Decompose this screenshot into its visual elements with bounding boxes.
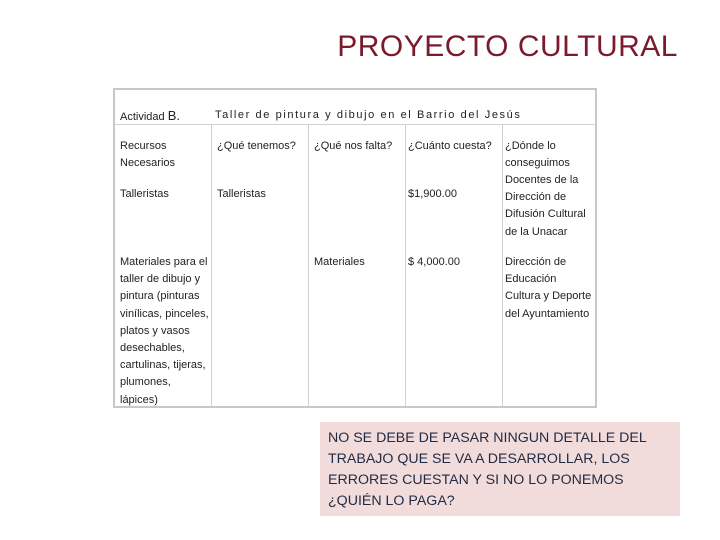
row2-resource-line: vinílicas, pinceles, [120, 307, 209, 320]
header-have: ¿Qué tenemos? [217, 140, 296, 152]
header-where-line: ¿Dónde lo [505, 140, 556, 152]
row2-resource-line: desechables, [120, 342, 185, 355]
row1-where-line: Dirección de [505, 191, 567, 204]
row2-resource-line: platos y vasos [120, 324, 190, 337]
table-divider [405, 124, 406, 406]
row2-resource-line: taller de dibujo y [120, 273, 201, 286]
row1-cost: $1,900.00 [408, 188, 457, 200]
row1-where-line: de la Unacar [505, 225, 568, 238]
activity-name: Taller de pintura y dibujo en el Barrio del Jesús [215, 109, 522, 121]
activity-label-cell [120, 107, 180, 126]
row2-resource-line: pintura (pinturas [120, 290, 200, 303]
header-cost: ¿Cuánto cuesta? [408, 140, 492, 152]
row1-where-line: Docentes de la [505, 174, 579, 186]
header-resources-line: Recursos [120, 140, 167, 152]
header-resources-line: Necesarios [120, 157, 176, 170]
note-line: ¿QUIÉN LO PAGA? [328, 493, 455, 509]
note-line: ERRORES CUESTAN Y SI NO LO PONEMOS [328, 472, 624, 488]
row2-resource-line: cartulinas, tijeras, [120, 359, 206, 372]
table-divider [211, 124, 212, 406]
resources-table [113, 88, 597, 408]
row2-missing: Materiales [314, 256, 365, 268]
row1-where [505, 172, 586, 241]
warning-note [320, 422, 680, 516]
row2-cost: $ 4,000.00 [408, 256, 460, 268]
row1-where-line: Difusión Cultural [505, 208, 586, 221]
header-missing: ¿Qué nos falta? [314, 140, 393, 152]
row2-where-line: Dirección de [505, 256, 567, 268]
table-divider [502, 124, 503, 406]
note-line: NO SE DEBE DE PASAR NINGUN DETALLE DEL [328, 430, 647, 446]
table-divider [308, 124, 309, 406]
row2-resource-line: Materiales para el [120, 256, 208, 268]
header-where-line: conseguimos [505, 157, 570, 170]
activity-letter: B. [167, 108, 180, 123]
row2-resource-line: lápices) [120, 393, 158, 406]
row2-resource-line: plumones, [120, 376, 171, 389]
row2-where-line: del Ayuntamiento [505, 307, 590, 320]
row1-have: Talleristas [217, 188, 266, 200]
header-resources [120, 138, 175, 172]
row2-where-line: Cultura y Deporte [505, 290, 592, 303]
row2-resource [120, 254, 209, 409]
header-where [505, 138, 570, 172]
note-line: TRABAJO QUE SE VA A DESARROLLAR, LOS [328, 451, 630, 467]
row1-resource: Talleristas [120, 188, 169, 200]
row2-where-line: Educación [505, 273, 557, 286]
row2-where [505, 254, 591, 323]
page-title: PROYECTO CULTURAL [337, 30, 678, 63]
activity-label: Actividad [120, 111, 165, 123]
